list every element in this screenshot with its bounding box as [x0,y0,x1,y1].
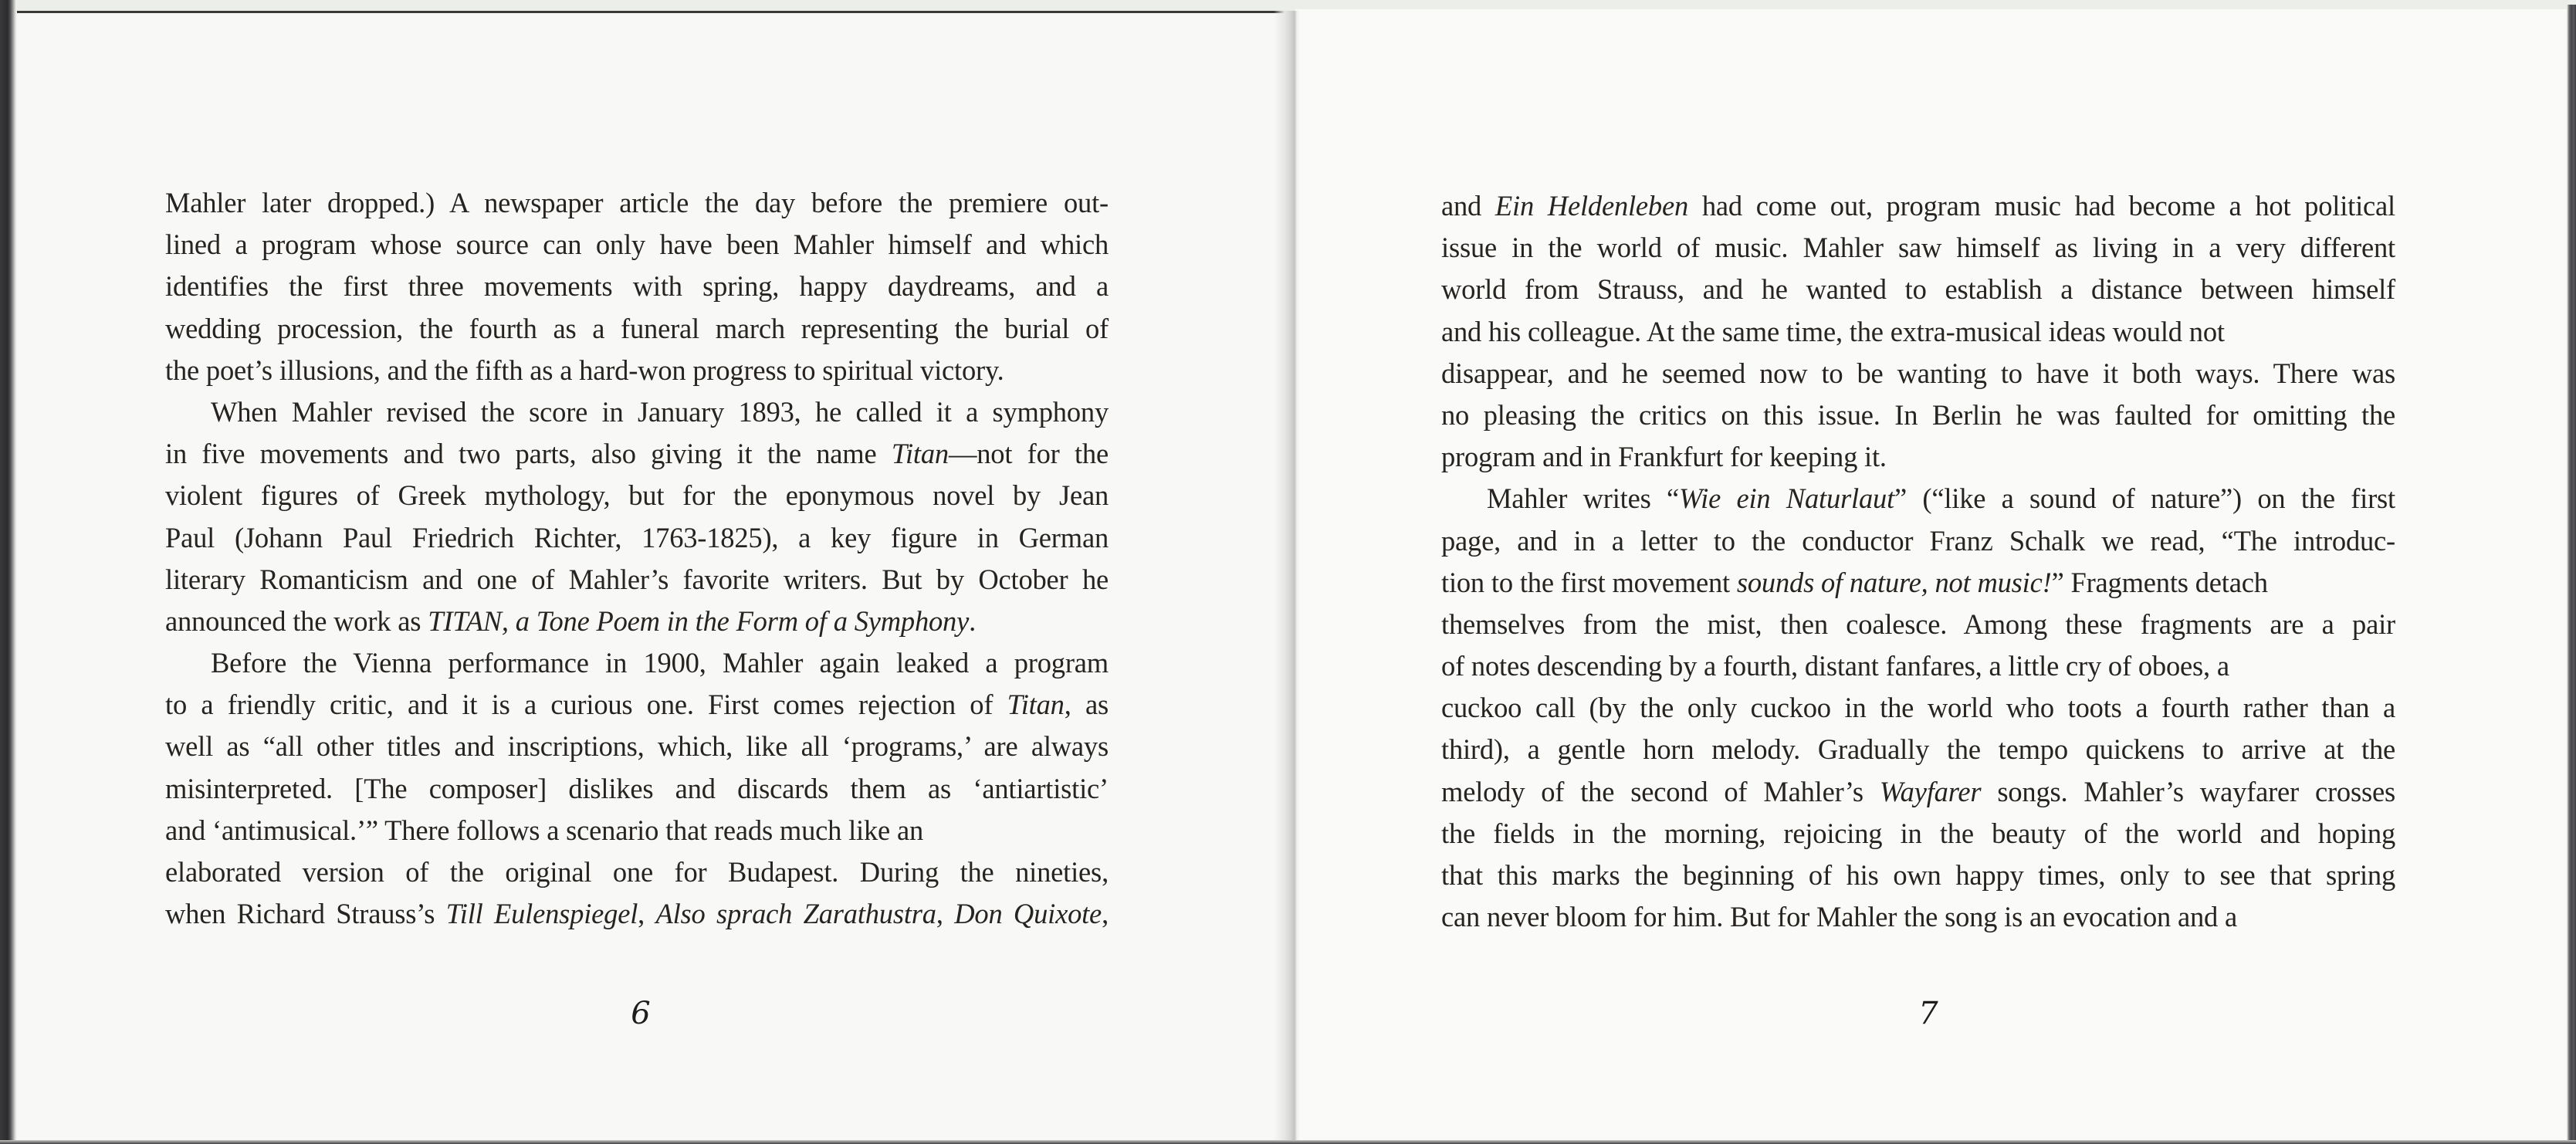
text-run: program and in Frankfurt for keeping it. [1441,441,1887,473]
text-run: to a friendly critic, and it is a curious one. First comes rejection of [165,689,1007,721]
text-run: Paul (Johann Paul Friedrich Richter, 1763-1825), a key figure in German [165,521,1109,553]
text-run: page, and in a letter to the conductor Franz Schalk we read, “The introduc- [1441,524,2395,557]
text-line [165,768,1109,810]
italic-text-run: Titan [1007,689,1065,721]
text-run: lined a program whose source can only have been Mahler himself and which [165,228,1109,261]
text-run: ” Fragments detach [2051,566,2268,598]
text-run: and his colleague. At the same time, the extra-musical ideas would not [1441,315,2225,347]
text-line [165,559,1109,601]
text-line [165,642,1109,684]
text-run: ” (“like a sound of nature”) on the first [1894,482,2395,515]
text-line [165,391,1109,433]
text-run: no pleasing the critics on this issue. In Berlin he was faulted for omitting the [1441,398,2395,431]
right-page-body-text [1441,185,2395,938]
text-run: misinterpreted. [The composer] dislikes and discards them as ‘antiartistic’ [165,772,1109,804]
text-line [1441,771,2395,813]
text-line [1441,227,2395,269]
text-line [165,893,1109,935]
italic-text-run: Ein Heldenleben [1494,190,1689,222]
text-run: themselves from the mist, then coalesce. Among these fragments are a pair [1441,608,2395,640]
text-run: —not for the [948,438,1109,470]
text-line [165,308,1109,350]
text-run: . [969,604,977,637]
text-run: elaborated version of the original one for Budapest. During the nineties, [165,856,1109,888]
text-run: identifies the first three movements with spring, happy daydreams, and a [165,270,1109,303]
text-run: literary Romanticism and one of Mahler’s favorite writers. But by October he [165,563,1109,595]
italic-text-run: sounds of nature, not music! [1736,566,2052,598]
left-page-number: 6 [631,996,651,1031]
italic-text-run: Also sprach Zarathustra [655,898,936,930]
text-line [1441,896,2395,938]
text-line [165,266,1109,307]
text-line [1441,311,2395,353]
text-line [1441,729,2395,770]
text-run: , [936,898,955,930]
text-run: Before the Vienna performance in 1900, Mahler again leaked a program [211,647,1109,679]
text-line [165,810,1109,851]
text-line [1441,562,2395,604]
text-line [1441,478,2395,520]
book-gutter [1274,11,1300,1140]
text-run: the poet’s illusions, and the fifth as a hard-won progress to spiritual victory. [165,354,1004,386]
scanner-right-edge [2567,5,2576,1144]
text-run: When Mahler revised the score in January 1893, he called it a symphony [211,395,1109,428]
text-run: disappear, and he seemed now to be wanting to have it both ways. There was [1441,357,2395,389]
text-line [1441,645,2395,687]
text-run: of notes descending by a fourth, distant fanfares, a little cry of oboes, a [1441,650,2229,682]
text-run: , [638,898,656,930]
text-line [165,517,1109,559]
text-line [165,726,1109,767]
text-line [1441,394,2395,436]
text-run: , [1102,898,1109,930]
text-run: wedding procession, the fourth as a funeral march representing the burial of [165,312,1109,344]
text-run: the fields in the morning, rejoicing in the beauty of the world and hoping [1441,817,2395,849]
text-line [165,684,1109,726]
text-run: announced the work as [165,604,428,637]
text-line [1441,269,2395,310]
text-run: and ‘antimusical.’” There follows a scenario that reads much like an [165,814,924,846]
text-line [1441,604,2395,645]
text-line [165,601,1109,642]
text-run: world from Strauss, and he wanted to establish a distance between himself [1441,273,2395,306]
italic-text-run: Don Quixote [954,898,1102,930]
text-run: when Richard Strauss’s [165,898,446,930]
text-line [165,475,1109,516]
text-line [1441,520,2395,562]
text-run: issue in the world of music. Mahler saw himself as living in a very different [1441,232,2395,264]
italic-text-run: TITAN, a Tone Poem in the Form of a Symphony [428,604,970,637]
text-line [165,851,1109,893]
text-run: Mahler later dropped.) A newspaper article the day before the premiere out- [165,187,1109,218]
text-run: had come out, program music had become a hot political [1688,190,2395,222]
text-run: songs. Mahler’s wayfarer crosses [1981,775,2395,807]
text-line [1441,687,2395,729]
text-line [165,350,1109,391]
text-run: and [1441,190,1495,222]
text-line [165,224,1109,266]
text-run: melody of the second of Mahler’s [1441,775,1880,807]
text-run: , as [1064,689,1109,721]
text-run: violent figures of Greek mythology, but for the eponymous novel by Jean [165,479,1109,512]
text-run: in five movements and two parts, also giving it the name [165,438,892,470]
text-line [1441,855,2395,896]
text-line [1441,185,2395,227]
italic-text-run: Wie ein Naturlaut [1678,482,1895,515]
text-line [1441,436,2395,478]
text-run: that this marks the beginning of his own happy times, only to see that spring [1441,859,2395,891]
text-run: Mahler writes “ [1487,482,1679,515]
text-run: well as “all other titles and inscriptions, which, like all ‘programs,’ are always [165,730,1109,763]
text-run: third), a gentle horn melody. Gradually the tempo quickens to arrive at the [1441,733,2395,766]
text-run: tion to the first movement [1441,566,1737,598]
text-run: cuckoo call (by the only cuckoo in the world who toots a fourth rather than a [1441,692,2395,724]
text-line [165,433,1109,475]
text-line [165,182,1109,224]
right-page-number: 7 [1918,996,1938,1031]
left-page-body-text [165,182,1109,935]
text-run: can never bloom for him. But for Mahler the song is an evocation and a [1441,901,2238,933]
scanner-left-edge [0,0,17,1144]
text-line [1441,353,2395,394]
italic-text-run: Till Eulenspiegel [445,898,638,930]
italic-text-run: Titan [891,438,949,470]
scanner-bottom-edge [0,1140,2576,1144]
italic-text-run: Wayfarer [1879,775,1982,807]
text-line [1441,813,2395,855]
